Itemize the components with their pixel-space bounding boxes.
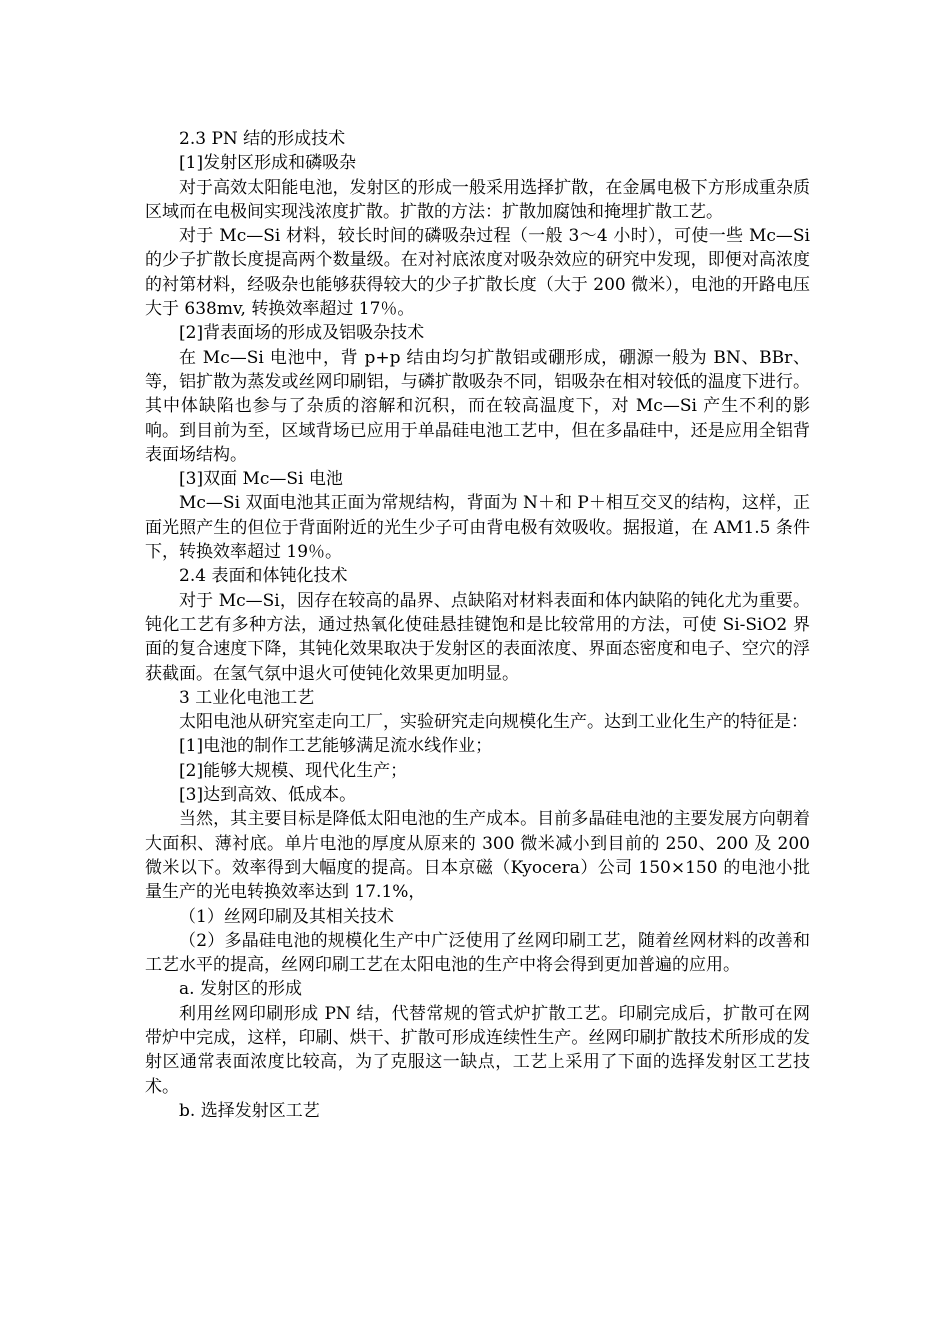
paragraph-industrialization: 太阳电池从研究室走向工厂，实验研究走向规模化生产。达到工业化生产的特征是： (179, 712, 808, 733)
section-heading-2-4: 2.4 表面和体钝化技术 (179, 566, 348, 587)
paragraph-passivation: 对于 Mc—Si，因存在较高的晶界、点缺陷对材料表面和体内缺陷的钝化尤为重要。钝化工艺有多种方法，通过热氧化使硅悬挂键饱和是比较常用的方法，可使 Si-SiO2 界面的复合速度下降，其钝化效果取决于发射区的表面浓度、界面态密度和电子、空穴的浮获截面。在氢气氛中退火可使钝化效果更加明显。 (145, 590, 810, 684)
section-heading-2-3: 2.3 PN 结的形成技术 (179, 129, 346, 149)
document-body (145, 127, 810, 1123)
paragraph-screen-print-diffusion: 利用丝网印刷形成 PN 结，代替常规的管式炉扩散工艺。印刷完成后，扩散可在网带炉中完成，这样，印刷、烘干、扩散可形成连续性生产。丝网印刷扩散技术所形成的发射区通常表面浓度比较高，为了克服这一缺点，工艺上采用了下面的选择发射区工艺技术。 (145, 1003, 810, 1097)
subheading-back-surface-field: [2]背表面场的形成及铝吸杂技术 (179, 323, 425, 344)
section-heading-3: 3 工业化电池工艺 (179, 687, 315, 708)
paragraph-phosphorus-gettering: 对于 Mc—Si 材料，较长时间的磷吸杂过程（一般 3～4 小时），可使一些 Mc—Si 的少子扩散长度提高两个数量级。在对衬底浓度对吸杂效应的研究中发现，即便对高浓度的衬第材料，经吸杂也能够获得较大的少子扩散长度（大于 200 微米），电池的开路电压大于 638mv, 转换效率超过 17％。 (145, 226, 810, 320)
subheading-bifacial-cell: [3]双面 Mc—Si 电池 (179, 469, 343, 490)
subheading-emitter-formation-a: a. 发射区的形成 (179, 979, 302, 1000)
paragraph-cost-reduction: 当然，其主要目标是降低太阳电池的生产成本。目前多晶硅电池的主要发展方向朝着大面积、薄衬底。单片电池的厚度从原来的 300 微米减小到目前的 250、200 及 200 微米以下。效率得到大幅度的提高。日本京磁（Kyocera）公司 150×150 的电池小批量生产的光电转换效率达到 17.1%， (145, 809, 810, 903)
subheading-selective-emitter-b: b. 选择发射区工艺 (179, 1100, 320, 1121)
paragraph-back-surface-field: 在 Mc—Si 电池中，背 p+p 结由均匀扩散铝或硼形成，硼源一般为 BN、BBr、等，铝扩散为蒸发或丝网印刷铝，与磷扩散吸杂不同，铝吸杂在相对较低的温度下进行。其中体缺陷也参与了杂质的溶解和沉积，而在较高温度下，对 Mc—Si 产生不利的影响。到目前为至，区域背场已应用于单晶硅电池工艺中，但在多晶硅中，还是应用全铝背表面场结构。 (145, 347, 810, 465)
subheading-screen-printing: （1）丝网印刷及其相关技术 (179, 906, 394, 927)
list-item-2: [2]能够大规模、现代化生产； (179, 760, 408, 781)
list-item-1: [1]电池的制作工艺能够满足流水线作业； (179, 736, 493, 757)
paragraph-emitter-formation: 对于高效太阳能电池，发射区的形成一般采用选择扩散，在金属电极下方形成重杂质区域而在电极间实现浅浓度扩散。扩散的方法：扩散加腐蚀和掩埋扩散工艺。 (145, 177, 810, 222)
list-item-3: [3]达到高效、低成本。 (179, 785, 357, 806)
paragraph-bifacial-cell: Mc—Si 双面电池其正面为常规结构，背面为 N＋和 P＋相互交叉的结构，这样，正面光照产生的但位于背面附近的光生少子可由背电极有效吸收。据报道，在 AM1.5 条件下，转换效率超过 19％。 (145, 493, 810, 563)
paragraph-screen-printing: （2）多晶硅电池的规模化生产中广泛使用了丝网印刷工艺，随着丝网材料的改善和工艺水平的提高，丝网印刷工艺在太阳电池的生产中将会得到更加普遍的应用。 (145, 930, 810, 976)
subheading-emitter-phosphorus-gettering: [1]发射区形成和磷吸杂 (179, 153, 357, 174)
